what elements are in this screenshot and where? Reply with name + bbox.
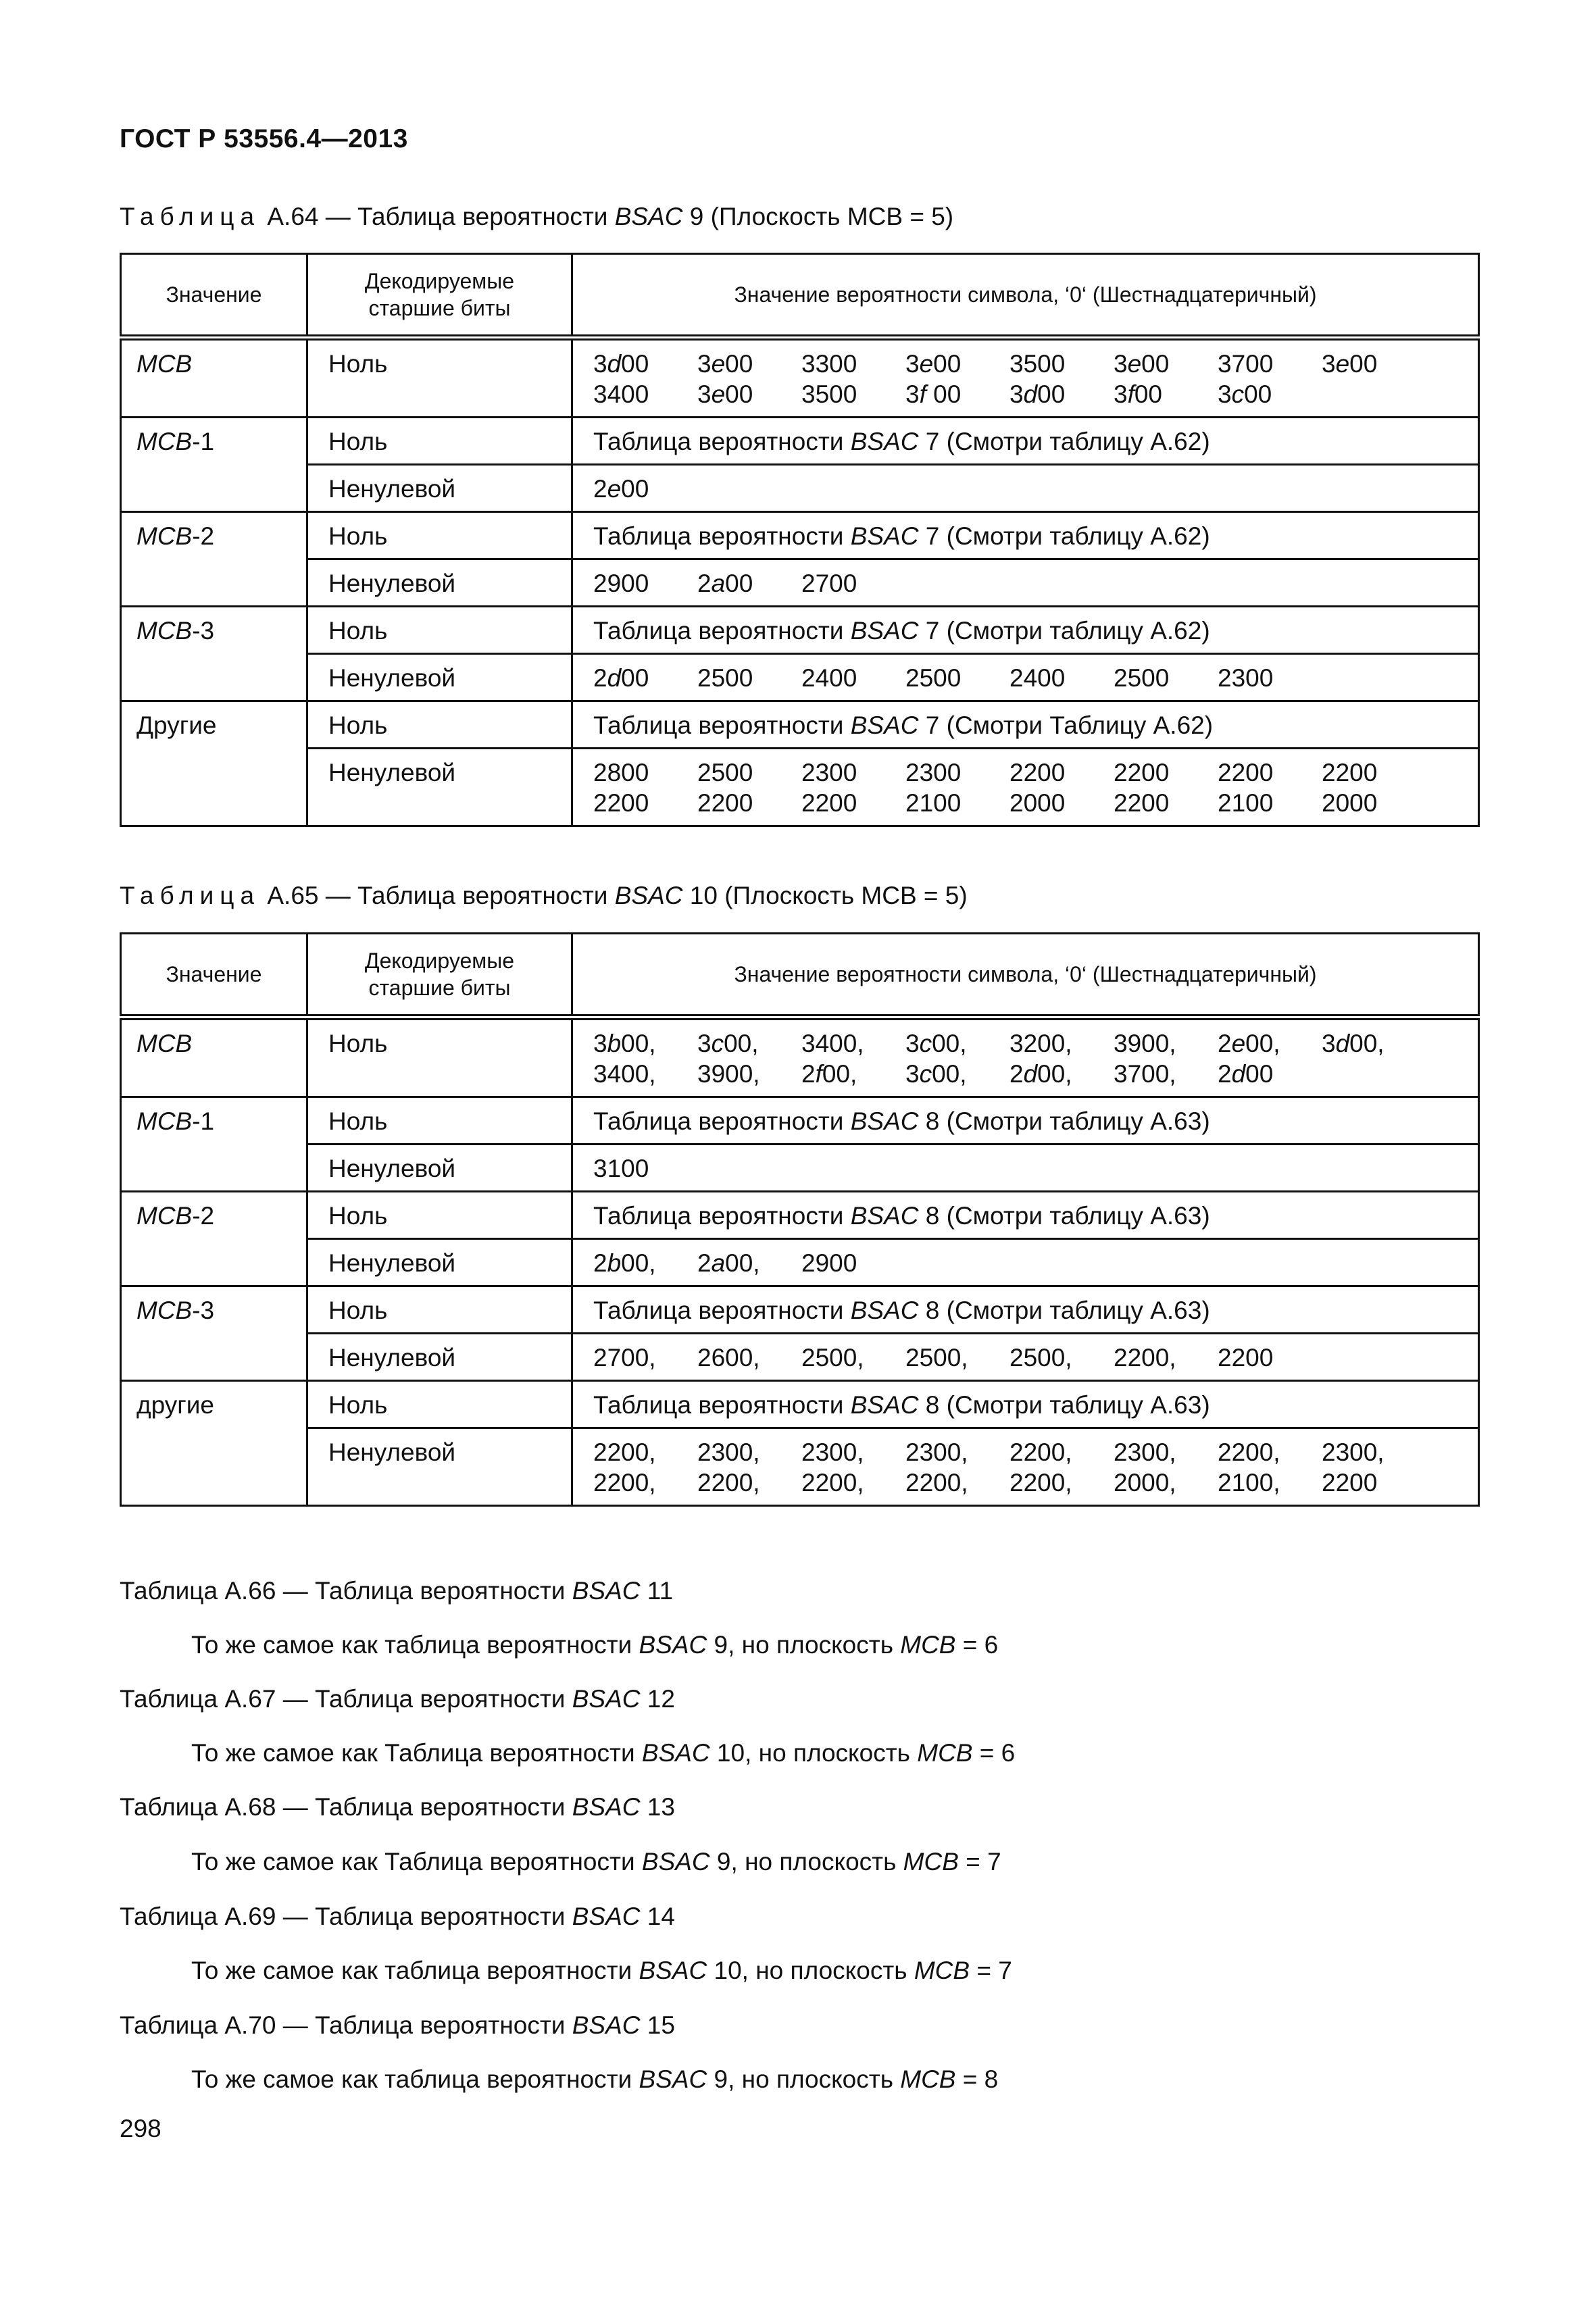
table-row [121, 1381, 1479, 1428]
probability-value: 3300 [801, 350, 857, 378]
cell-probability [572, 338, 1479, 418]
probability-reference [593, 426, 1478, 457]
caption-text: А.64 — Таблица вероятности [267, 203, 615, 230]
col-header-decoded-line2: старшие биты [368, 296, 511, 320]
probability-value: 3c00, [905, 1060, 967, 1088]
cell-decoded-bits [307, 465, 572, 512]
col-header-decoded-line1: Декодируемые [364, 949, 515, 973]
cell-value [121, 1017, 307, 1097]
probability-reference [593, 615, 1478, 646]
value-label: MCB [136, 350, 193, 378]
col-header-decoded [307, 254, 572, 338]
probability-reference [593, 1295, 1478, 1326]
probability-value: 3400, [801, 1030, 864, 1057]
caption-word: Таблица [120, 203, 261, 230]
probability-values-line [593, 379, 1478, 409]
cell-probability [572, 654, 1479, 701]
cell-probability [572, 701, 1479, 749]
probability-value: 2300, [905, 1438, 968, 1466]
decoded-bits-label: Ноль [328, 1391, 388, 1419]
probability-value: 2900 [593, 570, 649, 597]
decoded-bits-label: Ноль [328, 350, 388, 378]
reference-target: 8 (Смотри таблицу А.63) [918, 1107, 1210, 1135]
value-label: другие [136, 1391, 214, 1419]
note-text: То же самое как Таблица вероятности [191, 1848, 642, 1876]
probability-value: 2200 [1009, 759, 1066, 786]
probability-reference [593, 521, 1478, 551]
probability-value: 2200 [1114, 759, 1170, 786]
probability-values-line [593, 1028, 1478, 1059]
reference-bsac: BSAC [850, 1107, 919, 1135]
probability-value: 2500 [1114, 664, 1170, 692]
cell-probability [572, 1381, 1479, 1428]
table-row [121, 1428, 1479, 1506]
probability-value: 2700 [801, 570, 857, 597]
cell-probability [572, 1097, 1479, 1145]
cell-decoded-bits [307, 1145, 572, 1192]
reference-bsac: BSAC [850, 1202, 919, 1230]
reference-target: 7 (Смотри Таблицу А.62) [918, 711, 1214, 739]
reference-text: Таблица вероятности [593, 1391, 851, 1419]
decoded-bits-label: Ненулевой [328, 475, 456, 503]
probability-values-line [593, 1059, 1478, 1089]
probability-value: 2300 [905, 759, 962, 786]
note-text: = 6 [972, 1739, 1016, 1767]
reference-bsac: BSAC [850, 522, 919, 550]
cell-decoded-bits [307, 1334, 572, 1381]
reference-text: Таблица вероятности [593, 428, 851, 455]
note-description [191, 1955, 1012, 1986]
table-row [121, 1017, 1479, 1097]
reference-target: 7 (Смотри таблицу А.62) [918, 522, 1210, 550]
note-bsac: BSAC [572, 2011, 641, 2039]
cell-decoded-bits [307, 1286, 572, 1334]
note-text: 9, но плоскость [709, 1848, 903, 1876]
decoded-bits-label: Ноль [328, 617, 388, 645]
probability-value: 2b00, [593, 1249, 656, 1277]
value-label: MCB-1 [136, 428, 215, 455]
decoded-bits-label: Ненулевой [328, 759, 456, 786]
document-header: ГОСТ Р 53556.4—2013 [120, 124, 408, 153]
probability-value: 2200 [801, 789, 857, 817]
decoded-bits-label: Ноль [328, 1107, 388, 1135]
probability-value: 2500, [801, 1344, 864, 1372]
cell-value [121, 338, 307, 418]
probability-values-line [593, 663, 1478, 693]
note-text: Таблица А.69 — Таблица вероятности [120, 1903, 572, 1930]
note-bsac: BSAC [641, 1739, 710, 1767]
probability-value: 2e00 [593, 475, 649, 503]
probability-value: 2300 [1218, 664, 1274, 692]
note-text: 10, но плоскость [709, 1739, 918, 1767]
probability-value: 2d00 [1218, 1060, 1274, 1088]
probability-value: 2300, [697, 1438, 760, 1466]
reference-target: 8 (Смотри таблицу А.63) [918, 1202, 1210, 1230]
note-mcb: MCB [900, 1631, 956, 1659]
probability-value: 2200, [801, 1469, 864, 1496]
reference-bsac: BSAC [850, 428, 919, 455]
probability-value: 2700, [593, 1344, 656, 1372]
note-bsac: BSAC [572, 1685, 641, 1713]
probability-value: 2a00 [697, 570, 753, 597]
probability-value: 2300, [1322, 1438, 1385, 1466]
probability-reference [593, 710, 1478, 740]
note-text: Таблица А.70 — Таблица вероятности [120, 2011, 572, 2039]
reference-target: 7 (Смотри таблицу А.62) [918, 617, 1210, 645]
probability-value: 3d00 [1009, 380, 1066, 408]
table-row [121, 1145, 1479, 1192]
cell-probability [572, 418, 1479, 465]
probability-value: 2100 [905, 789, 962, 817]
note-title [120, 1901, 675, 1932]
cell-probability [572, 1192, 1479, 1239]
probability-value: 2800 [593, 759, 649, 786]
probability-value: 2d00, [1009, 1060, 1072, 1088]
table-row [121, 338, 1479, 418]
col-header-probability: Значение вероятности символа, ‘0‘ (Шестнадцатеричный) [572, 254, 1479, 338]
probability-value: 2500 [697, 664, 753, 692]
probability-value: 2100, [1218, 1469, 1280, 1496]
reference-text: Таблица вероятности [593, 1297, 851, 1324]
note-bsac: BSAC [641, 1848, 710, 1876]
caption-text-end: 9 (Плоскость МСВ = 5) [682, 203, 954, 230]
table-65-caption [120, 880, 968, 911]
probability-values-line [593, 568, 1478, 599]
decoded-bits-label: Ненулевой [328, 1438, 456, 1466]
value-label: MCB-2 [136, 522, 215, 550]
table-row [121, 654, 1479, 701]
probability-value: 3f 00 [905, 380, 962, 408]
probability-value: 2500 [697, 759, 753, 786]
probability-value: 3500 [801, 380, 857, 408]
note-bsac: BSAC [572, 1903, 641, 1930]
probability-value: 3100 [593, 1155, 649, 1182]
col-header-value: Значение [121, 254, 307, 338]
cell-decoded-bits [307, 512, 572, 559]
probability-value: 2500, [905, 1344, 968, 1372]
note-title [120, 1576, 673, 1607]
probability-value: 2200, [1218, 1438, 1280, 1466]
cell-value [121, 1097, 307, 1192]
note-text: 12 [640, 1685, 675, 1713]
cell-value [121, 1286, 307, 1381]
caption-text-end: 10 (Плоскость МСВ = 5) [682, 882, 968, 909]
probability-value: 2e00, [1218, 1030, 1280, 1057]
probability-value: 3c00, [697, 1030, 759, 1057]
note-text: = 7 [958, 1848, 1001, 1876]
probability-value: 2200 [1114, 789, 1170, 817]
reference-bsac: BSAC [850, 711, 919, 739]
probability-value: 2200 [697, 789, 753, 817]
probability-values-line [593, 1437, 1478, 1467]
note-text: 13 [640, 1793, 675, 1821]
probability-value: 2200, [593, 1438, 656, 1466]
table-row [121, 1097, 1479, 1145]
probability-value: 3e00 [697, 350, 753, 378]
probability-value: 3900, [697, 1060, 760, 1088]
reference-text: Таблица вероятности [593, 522, 851, 550]
decoded-bits-label: Ненулевой [328, 1155, 456, 1182]
reference-target: 8 (Смотри таблицу А.63) [918, 1297, 1210, 1324]
table-row [121, 749, 1479, 826]
caption-bsac: BSAC [614, 203, 683, 230]
probability-value: 2200, [1114, 1344, 1176, 1372]
cell-decoded-bits [307, 418, 572, 465]
note-title [120, 1792, 675, 1823]
probability-values-line [593, 757, 1478, 788]
probability-values-line [593, 1248, 1478, 1278]
note-text: То же самое как таблица вероятности [191, 2065, 639, 2093]
table-row [121, 1192, 1479, 1239]
decoded-bits-label: Ненулевой [328, 570, 456, 597]
note-bsac: BSAC [639, 1631, 707, 1659]
table-row [121, 465, 1479, 512]
reference-bsac: BSAC [850, 1297, 919, 1324]
note-text: Таблица А.68 — Таблица вероятности [120, 1793, 572, 1821]
probability-value: 3d00, [1322, 1030, 1385, 1057]
note-text: 14 [640, 1903, 675, 1930]
cell-decoded-bits [307, 749, 572, 826]
cell-probability [572, 1286, 1479, 1334]
probability-values-line [593, 474, 1478, 504]
table-64-caption [120, 201, 953, 232]
probability-value: 2200 [1322, 759, 1378, 786]
note-description [191, 1846, 1001, 1878]
probability-value: 2200, [593, 1469, 656, 1496]
probability-reference [593, 1106, 1478, 1136]
probability-value: 2400 [801, 664, 857, 692]
probability-values-line [593, 788, 1478, 818]
note-title [120, 2010, 675, 2041]
cell-probability [572, 1428, 1479, 1506]
decoded-bits-label: Ненулевой [328, 664, 456, 692]
note-text: = 8 [955, 2065, 999, 2093]
probability-value: 2200, [697, 1469, 760, 1496]
note-text: 9, но плоскость [707, 1631, 901, 1659]
probability-value: 3500 [1009, 350, 1066, 378]
probability-values-line [593, 1342, 1478, 1373]
probability-value: 2400 [1009, 664, 1066, 692]
probability-table-65 [120, 932, 1480, 1507]
decoded-bits-label: Ноль [328, 1202, 388, 1230]
cell-decoded-bits [307, 1097, 572, 1145]
reference-text: Таблица вероятности [593, 711, 851, 739]
probability-value: 3900, [1114, 1030, 1176, 1057]
probability-value: 2200, [905, 1469, 968, 1496]
note-text: 9, но плоскость [707, 2065, 901, 2093]
probability-value: 3b00, [593, 1030, 656, 1057]
cell-probability [572, 607, 1479, 654]
note-mcb: MCB [917, 1739, 973, 1767]
col-header-decoded-line2: старшие биты [368, 976, 511, 1000]
note-text: То же самое как таблица вероятности [191, 1957, 639, 1984]
probability-value: 2200 [593, 789, 649, 817]
note-bsac: BSAC [639, 1957, 707, 1984]
cell-probability [572, 749, 1479, 826]
cell-decoded-bits [307, 1428, 572, 1506]
caption-bsac: BSAC [614, 882, 683, 909]
probability-value: 2000 [1009, 789, 1066, 817]
cell-probability [572, 1017, 1479, 1097]
probability-value: 3200, [1009, 1030, 1072, 1057]
probability-value: 3d00 [593, 350, 649, 378]
table-row [121, 512, 1479, 559]
decoded-bits-label: Ноль [328, 522, 388, 550]
probability-value: 2100 [1218, 789, 1274, 817]
probability-value: 2200, [1009, 1469, 1072, 1496]
note-text: То же самое как таблица вероятности [191, 1631, 639, 1659]
probability-reference [593, 1201, 1478, 1231]
value-label: Другие [136, 711, 217, 739]
probability-value: 2200, [1009, 1438, 1072, 1466]
table-row [121, 1286, 1479, 1334]
cell-probability [572, 1145, 1479, 1192]
probability-value: 3700 [1218, 350, 1274, 378]
table-row [121, 559, 1479, 607]
reference-bsac: BSAC [850, 1391, 919, 1419]
cell-decoded-bits [307, 1239, 572, 1286]
probability-table-64 [120, 253, 1480, 827]
cell-decoded-bits [307, 338, 572, 418]
probability-value: 2200 [1322, 1469, 1378, 1496]
page-number: 298 [120, 2115, 161, 2142]
probability-value: 2300 [801, 759, 857, 786]
note-bsac: BSAC [639, 2065, 707, 2093]
probability-value: 3f00 [1114, 380, 1163, 408]
cell-value [121, 701, 307, 826]
probability-value: 3400, [593, 1060, 656, 1088]
reference-target: 7 (Смотри таблицу А.62) [918, 428, 1210, 455]
cell-value [121, 607, 307, 701]
col-header-decoded-line1: Декодируемые [364, 269, 515, 293]
table-row [121, 1239, 1479, 1286]
probability-value: 2a00, [697, 1249, 760, 1277]
probability-value: 2300, [801, 1438, 864, 1466]
note-text: 15 [640, 2011, 675, 2039]
probability-reference [593, 1390, 1478, 1420]
cell-decoded-bits [307, 607, 572, 654]
reference-text: Таблица вероятности [593, 1107, 851, 1135]
cell-probability [572, 1239, 1479, 1286]
probability-value: 2f00, [801, 1060, 857, 1088]
decoded-bits-label: Ноль [328, 428, 388, 455]
probability-values-line [593, 1467, 1478, 1498]
col-header-decoded [307, 934, 572, 1017]
decoded-bits-label: Ноль [328, 1297, 388, 1324]
decoded-bits-label: Ненулевой [328, 1249, 456, 1277]
note-text: То же самое как Таблица вероятности [191, 1739, 642, 1767]
note-mcb: MCB [914, 1957, 970, 1984]
decoded-bits-label: Ноль [328, 711, 388, 739]
note-text: 11 [640, 1577, 674, 1605]
probability-value: 3700, [1114, 1060, 1176, 1088]
reference-target: 8 (Смотри таблицу А.63) [918, 1391, 1210, 1419]
value-label: MCB [136, 1030, 193, 1057]
cell-probability [572, 1334, 1479, 1381]
table-row [121, 607, 1479, 654]
value-label: MCB-2 [136, 1202, 215, 1230]
note-description [191, 2064, 998, 2095]
cell-decoded-bits [307, 1017, 572, 1097]
probability-value: 3e00 [697, 380, 753, 408]
note-title [120, 1684, 675, 1715]
probability-value: 3e00 [1114, 350, 1170, 378]
probability-values-line [593, 349, 1478, 379]
value-label: MCB-3 [136, 617, 215, 645]
probability-value: 2000, [1114, 1469, 1176, 1496]
probability-value: 2500, [1009, 1344, 1072, 1372]
note-mcb: MCB [900, 2065, 956, 2093]
cell-decoded-bits [307, 1381, 572, 1428]
note-text: Таблица А.66 — Таблица вероятности [120, 1577, 572, 1605]
table-row [121, 1334, 1479, 1381]
table-row [121, 701, 1479, 749]
probability-value: 2900 [801, 1249, 857, 1277]
cell-probability [572, 512, 1479, 559]
reference-bsac: BSAC [850, 617, 919, 645]
value-label: MCB-3 [136, 1297, 215, 1324]
cell-value [121, 1192, 307, 1286]
note-bsac: BSAC [572, 1793, 641, 1821]
probability-value: 3c00, [905, 1030, 967, 1057]
col-header-probability: Значение вероятности символа, ‘0‘ (Шестнадцатеричный) [572, 934, 1479, 1017]
note-text: 10, но плоскость [707, 1957, 914, 1984]
note-description [191, 1738, 1015, 1769]
probability-value: 3400 [593, 380, 649, 408]
probability-value: 3c00 [1218, 380, 1272, 408]
probability-value: 2500 [905, 664, 962, 692]
cell-probability [572, 559, 1479, 607]
cell-value [121, 1381, 307, 1506]
probability-values-line [593, 1153, 1478, 1184]
caption-text: А.65 — Таблица вероятности [267, 882, 615, 909]
probability-value: 3e00 [905, 350, 962, 378]
note-text: Таблица А.67 — Таблица вероятности [120, 1685, 572, 1713]
col-header-value: Значение [121, 934, 307, 1017]
table-row [121, 418, 1479, 465]
probability-value: 2200 [1218, 1344, 1274, 1372]
caption-word: Таблица [120, 882, 261, 909]
note-text: = 7 [970, 1957, 1012, 1984]
cell-value [121, 418, 307, 512]
note-text: = 6 [955, 1631, 999, 1659]
reference-text: Таблица вероятности [593, 1202, 851, 1230]
note-description [191, 1630, 998, 1661]
cell-decoded-bits [307, 559, 572, 607]
cell-decoded-bits [307, 654, 572, 701]
value-label: MCB-1 [136, 1107, 215, 1135]
probability-value: 3e00 [1322, 350, 1378, 378]
probability-value: 2000 [1322, 789, 1378, 817]
reference-text: Таблица вероятности [593, 617, 851, 645]
decoded-bits-label: Ноль [328, 1030, 388, 1057]
probability-value: 2600, [697, 1344, 760, 1372]
decoded-bits-label: Ненулевой [328, 1344, 456, 1372]
cell-value [121, 512, 307, 607]
note-bsac: BSAC [572, 1577, 641, 1605]
probability-value: 2300, [1114, 1438, 1176, 1466]
note-mcb: MCB [903, 1848, 959, 1876]
probability-value: 2200 [1218, 759, 1274, 786]
cell-probability [572, 465, 1479, 512]
probability-value: 2d00 [593, 664, 649, 692]
cell-decoded-bits [307, 701, 572, 749]
cell-decoded-bits [307, 1192, 572, 1239]
